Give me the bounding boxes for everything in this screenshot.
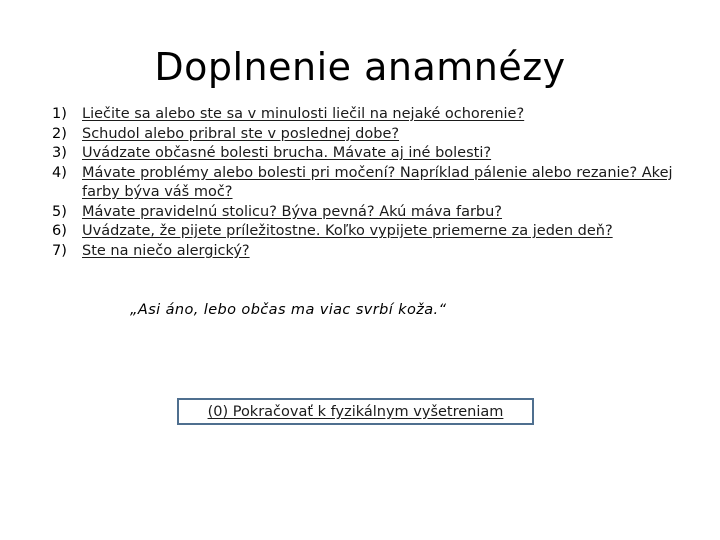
question-link[interactable]: Uvádzate občasné bolesti brucha. Mávate aj iné bolesti? xyxy=(82,145,492,161)
question-list xyxy=(52,105,692,261)
question-item xyxy=(52,144,692,164)
question-link[interactable]: Mávate pravidelnú stolicu? Býva pevná? Akú máva farbu? xyxy=(82,203,503,220)
question-item xyxy=(52,164,692,203)
question-item xyxy=(52,203,692,223)
question-link[interactable]: Schudol alebo pribral ste v poslednej dobe? xyxy=(82,125,400,142)
question-number: 6) xyxy=(52,223,67,239)
question-number: 7) xyxy=(52,242,67,259)
question-number: 4) xyxy=(52,164,67,181)
continue-button[interactable] xyxy=(177,398,534,425)
question-link[interactable]: Mávate problémy alebo bolesti pri močení? Napríklad pálenie alebo rezanie? Akej farby býva váš moč? xyxy=(82,164,673,200)
continue-button-label: (0) Pokračovať k fyzikálnym vyšetreniam xyxy=(207,403,504,420)
question-number: 1) xyxy=(52,106,67,122)
question-item xyxy=(52,242,692,262)
slide-title: Doplnenie anamnézy xyxy=(154,45,566,89)
question-number: 2) xyxy=(52,125,67,142)
question-number: 3) xyxy=(52,145,67,161)
question-number: 5) xyxy=(52,203,67,220)
question-link[interactable]: Liečite sa alebo ste sa v minulosti liečil na nejaké ochorenie? xyxy=(82,106,525,122)
question-item xyxy=(52,105,692,125)
question-item xyxy=(52,125,692,145)
question-link[interactable]: Uvádzate, že pijete príležitostne. Koľko vypijete priemerne za jeden deň? xyxy=(82,223,613,239)
question-item xyxy=(52,222,692,242)
patient-answer: „Asi áno, lebo občas ma viac svrbí koža.“ xyxy=(130,302,447,318)
question-link[interactable]: Ste na niečo alergický? xyxy=(82,242,250,259)
